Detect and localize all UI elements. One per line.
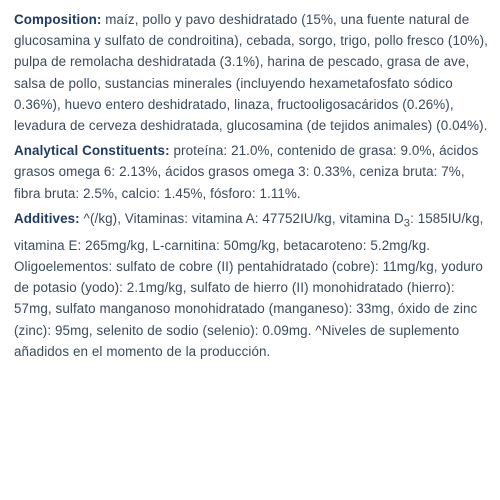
analytical-constituents-section	[14, 140, 492, 204]
composition-text: maíz, pollo y pavo deshidratado (15%, una fuente natural de glucosamina y sulfato de condroitina), cebada, sorgo, trigo, pollo fresco (10%), pulpa de remolacha deshidratada (3.1%), harina de pescado, grasa de ave, salsa de pollo, sustancias minerales (incluyendo hexametafosfato sódico 0.36%), huevo entero deshidratado, linaza, fructooligosacáridos (0.26%), levadura de cerveza deshidratada, glucosamina (de tejidos animales) (0.04%).	[14, 12, 488, 134]
composition-section	[14, 9, 492, 136]
vitamin-d-subscript: 3	[403, 217, 411, 230]
additives-heading: Additives:	[14, 210, 80, 226]
analytical-constituents-heading: Analytical Constituents:	[14, 143, 170, 159]
additives-section	[14, 208, 492, 362]
analytical-constituents-text: proteína: 21.0%, contenido de grasa: 9.0%, ácidos grasos omega 6: 2.13%, ácidos grasos omega 3: 0.33%, ceniza bruta: 7%, fibra bruta: 2.5%, calcio: 1.45%, fósforo: 1.11%.	[14, 143, 479, 201]
ingredients-document	[14, 9, 492, 366]
additives-text-part-2: : 1585IU/kg, vitamina E: 265mg/kg, L-carnitina: 50mg/kg, betacaroteno: 5.2mg/kg. Oligoelementos: sulfato de cobre (II) pentahidratado (cobre): 11mg/kg, yoduro de potasio (yodo): 2.1mg/kg, sulfato de hierro (II) monohidratado (hierro): 57mg, sulfato manganoso monohidratado (manganeso): 33mg, óxido de zinc (zinc): 95mg, selenito de sodio (selenio): 0.09mg. ^Niveles de suplemento añadidos en el momento de la producción.	[14, 210, 484, 359]
composition-heading: Composition:	[14, 12, 102, 27]
additives-text-part-1: ^(/kg), Vitaminas: vitamina A: 47752IU/kg, vitamina D	[79, 210, 404, 226]
